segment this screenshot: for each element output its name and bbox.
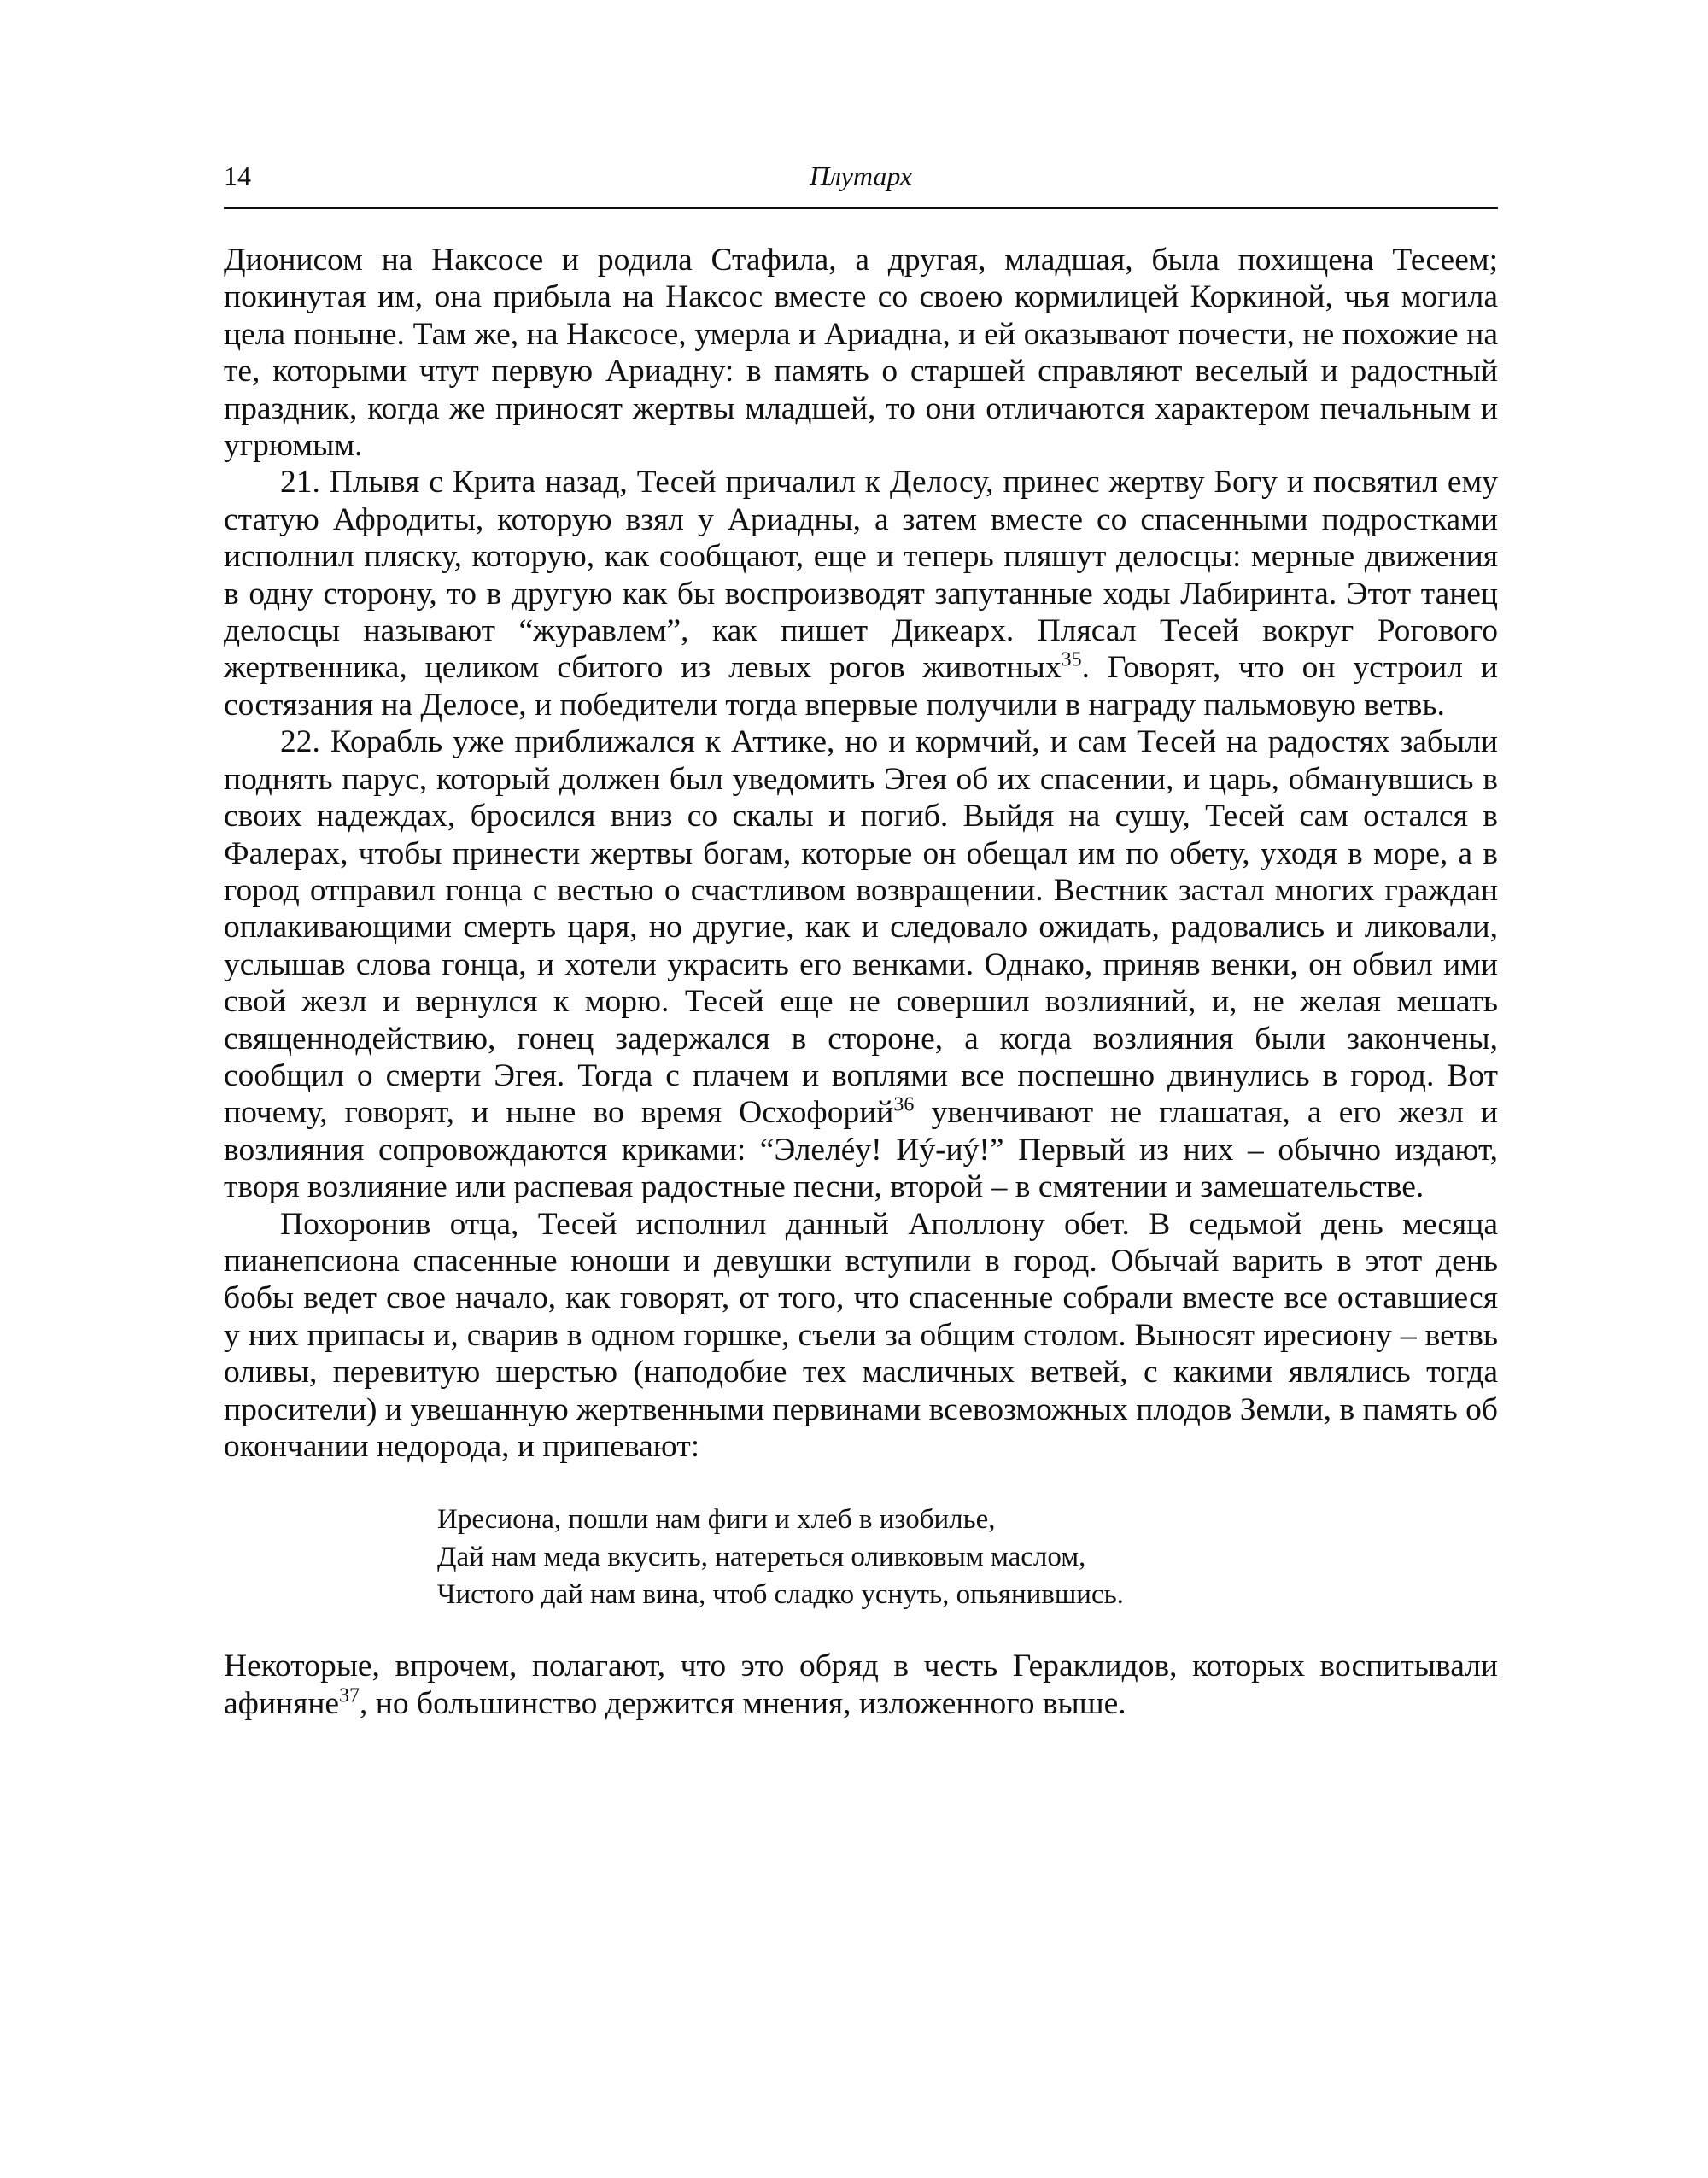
paragraph-funeral: Похоронив отца, Тесей исполнил данный Аполлону обет. В седьмой день месяца пианепсиона спасенные юноши и девушки вступили в город. Обычай варить в этот день бобы ведет свое начало, как говорят, от того, что спасенные собрали вместе все оставшиеся у них припасы и, сварив в одном горшке, съели за общим столом. Выносят иресиону – ветвь оливы, перевитую шерстью (наподобие тех масличных ветвей, с какими являлись тогда просители) и увешанную жертвенными первинами всевозможных плодов Земли, в память об окончании недорода, и припевают:	[224, 1206, 1498, 1464]
page-header	[224, 159, 1498, 210]
paragraph-final	[224, 1648, 1498, 1722]
paragraph-final-text-a: Некоторые, впрочем, полагают, что это обряд в честь Гераклидов, которых воспитывали афиняне	[224, 1648, 1498, 1721]
paragraph-22-text-a: 22. Корабль уже приближался к Аттике, но и кормчий, и сам Тесей на радостях забыли поднять парус, который должен был уведомить Эгея об их спасении, и царь, обманувшись в своих надеждах, бросился вниз со скалы и погиб. Выйдя на сушу, Тесей сам остался в Фалерах, чтобы принести жертвы богам, которые он обещал им по обету, уходя в море, а в город отправил гонца с вестью о счастливом возвращении. Вестник застал многих граждан оплакивающими смерть царя, но другие, как и следовало ожидать, радовались и ликовали, услышав слова гонца, и хотели украсить его венками. Однако, приняв венки, он обвил ими свой жезл и вернулся к морю. Тесей еще не совершил возлияний, и, не желая мешать священнодействию, гонец задержался в стороне, а когда возлияния были закончены, сообщил о смерти Эгея. Тогда с плачем и воплями все поспешно двинулись в город. Вот почему, говорят, и ныне во время Осхофорий	[224, 724, 1498, 1131]
poem-quote	[437, 1501, 1498, 1613]
running-title: Плутарх	[810, 161, 912, 191]
footnote-marker-37[interactable]: 37	[339, 1684, 360, 1707]
header-rule	[224, 207, 1498, 209]
paragraph-21-text-b: . Говорят, что он устроил и состязания на Делосе, и победители тогда впервые получили в награду пальмовую ветвь.	[224, 650, 1498, 723]
paragraph-22-text-b: увенчивают не глашатая, а его жезл и возлияния сопровождаются криками: “Элелéу! Иý-иý!” Первый из них – обычно издают, творя возлияние или распевая радостные песни, второй – в смятении и замешательстве.	[224, 1095, 1499, 1205]
poem-line: Иресиона, пошли нам фиги и хлеб в изобилье,	[437, 1504, 996, 1536]
poem-line: Дай нам меда вкусить, натереться оливковым маслом,	[437, 1542, 1086, 1573]
paragraph-21-text-a: 21. Плывя с Крита назад, Тесей причалил к Делосу, принес жертву Богу и посвятил ему статую Афродиты, которую взял у Ариадны, а затем вместе со спасенными подростками исполнил пляску, которую, как сообщают, еще и теперь пляшут делосцы: мерные движения в одну сторону, то в другую как бы воспроизводят запутанные ходы Лабиринта. Этот танец делосцы называют “журавлем”, как пишет Дикеарх. Плясал Тесей вокруг Рогового жертвенника, целиком сбитого из левых рогов животных	[224, 465, 1498, 686]
page-number: 14	[224, 161, 251, 191]
paragraph-22	[224, 723, 1498, 1205]
paragraph-continuation: Дионисом на Наксосе и родила Стафила, а другая, младшая, была похищена Тесеем; покинутая им, она прибыла на Наксос вместе со своею кормилицей Коркиной, чья могила цела поныне. Там же, на Наксосе, умерла и Ариадна, и ей оказывают почести, не похожие на те, которыми чтут первую Ариадну: в память о старшей справляют веселый и радостный праздник, когда же приносят жертвы младшей, то они отличаются характером печальным и угрюмым.	[224, 243, 1498, 464]
paragraph-final-text-b: , но большинство держится мнения, изложенного выше.	[360, 1685, 1126, 1721]
paragraph-21	[224, 464, 1498, 723]
footnote-marker-35[interactable]: 35	[1061, 648, 1082, 671]
poem-line: Чистого дай нам вина, чтоб сладко уснуть, опьянившись.	[437, 1579, 1124, 1611]
footnote-marker-36[interactable]: 36	[893, 1093, 915, 1116]
body-text	[224, 242, 1498, 1722]
